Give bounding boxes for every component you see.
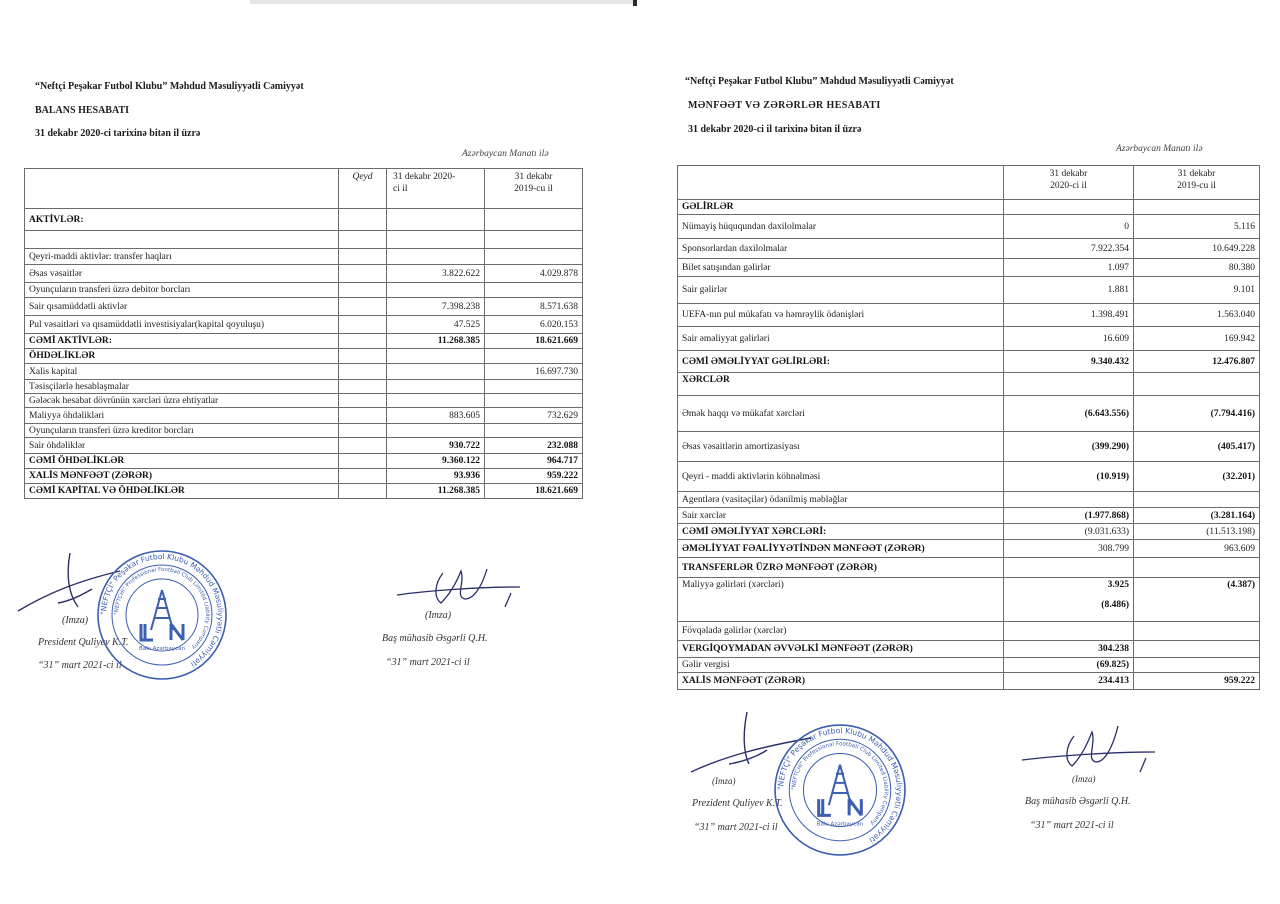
value-2020 [1004, 622, 1134, 641]
value-2020: 234.413 [1004, 673, 1134, 690]
header-2019-line1: 31 dekabr [514, 172, 553, 182]
table-row [25, 265, 583, 283]
table-row [25, 454, 583, 469]
oil-derrick-icon [141, 590, 183, 640]
table-row [25, 316, 583, 334]
value-2019: 5.116 [1134, 215, 1260, 239]
value-2020 [1004, 492, 1134, 508]
value-2019 [485, 231, 583, 249]
row-label: Fövqəladə gəlirlər (xərclər) [678, 622, 1004, 641]
value-2020: (10.919) [1004, 462, 1134, 492]
table-row [25, 364, 583, 380]
value-2020: 11.268.385 [387, 334, 485, 349]
value-2019: 12.476.807 [1134, 351, 1260, 373]
accountant-signature [1020, 722, 1160, 778]
value-2019: (405.417) [1134, 432, 1260, 462]
header-2020-line1: 31 dekabr 2020- [393, 172, 456, 182]
president-date: “31” mart 2021-ci il [38, 660, 122, 671]
row-label: XALİS MƏNFƏƏT (ZƏRƏR) [678, 673, 1004, 690]
balance-table [24, 168, 583, 499]
row-label: CƏMİ ÖHDƏLİKLƏR [25, 454, 339, 469]
statement-period: 31 dekabr 2020-ci il tarixinə bitən il üzrə [688, 124, 862, 135]
value-2020: 3.822.622 [387, 265, 485, 283]
income-table [677, 165, 1260, 690]
row-label: Təsisçilərlə hesablaşmalar [25, 380, 339, 394]
table-row [25, 249, 583, 265]
value-2019 [1134, 641, 1260, 658]
header-2020 [1004, 166, 1134, 200]
oil-derrick-icon [819, 765, 862, 816]
row-label: Maliyyə öhdəlikləri [25, 408, 339, 424]
header-2019 [485, 169, 583, 209]
value-2019: 963.609 [1134, 540, 1260, 558]
header-2020-line2: 2020-ci il [1050, 181, 1087, 191]
value-2020: (1.977.868) [1004, 508, 1134, 524]
value-2020 [387, 231, 485, 249]
row-label: Nümayiş hüququndan daxilolmalar [678, 215, 1004, 239]
header-note: Qeyd [339, 169, 387, 209]
value-2019: 6.020.153 [485, 316, 583, 334]
table-row [678, 641, 1260, 658]
value-2019: 959.222 [1134, 673, 1260, 690]
value-2019 [1134, 492, 1260, 508]
value-2019 [485, 283, 583, 298]
table-row [678, 508, 1260, 524]
table-row [25, 394, 583, 408]
value-2019 [1134, 558, 1260, 578]
accountant-imza-label: (Imza) [1072, 774, 1096, 784]
value-2020: 7.398.238 [387, 298, 485, 316]
value-2020 [387, 394, 485, 408]
value-2019: 232.088 [485, 438, 583, 454]
header-2019-line2: 2019-cu il [1177, 181, 1216, 191]
value-2019 [1134, 622, 1260, 641]
company-name: “Neftçi Peşəkar Futbol Klubu” Məhdud Məsuliyyətli Cəmiyyət [685, 76, 954, 87]
value-2019: 18.621.669 [485, 334, 583, 349]
table-row [678, 492, 1260, 508]
value-2019: (3.281.164) [1134, 508, 1260, 524]
table-row [25, 469, 583, 484]
header-2019-line2: 2019-cu il [514, 184, 553, 194]
value-2019: 10.649.228 [1134, 239, 1260, 259]
value-2019: 18.621.669 [485, 484, 583, 499]
value-2020: 11.268.385 [387, 484, 485, 499]
value-2019: 9.101 [1134, 277, 1260, 304]
value-2020 [1004, 578, 1134, 622]
value-2020: 304.238 [1004, 641, 1134, 658]
stamp-inner-ring [803, 753, 876, 826]
value-2019 [485, 209, 583, 231]
table-row [678, 540, 1260, 558]
table-row [678, 200, 1260, 215]
value-2019 [1134, 200, 1260, 215]
value-2020: 7.922.354 [1004, 239, 1134, 259]
row-label: Oyunçuların transferi üzrə kreditor borcları [25, 424, 339, 438]
value-2020: 930.722 [387, 438, 485, 454]
value-2020: 9.360.122 [387, 454, 485, 469]
stamp-inner-text: "NEFTCHI" Professional Football Club Limited Liability Company [791, 741, 889, 826]
value-2020: 9.340.432 [1004, 351, 1134, 373]
row-label: Sair öhdəliklər [25, 438, 339, 454]
row-label: Sair qısamüddətli aktivlər [25, 298, 339, 316]
row-label: XALİS MƏNFƏƏT (ZƏRƏR) [25, 469, 339, 484]
row-label: Gələcək hesabat dövrünün xərcləri üzrə ehtiyatlar [25, 394, 339, 408]
row-label: GƏLİRLƏR [678, 200, 1004, 215]
value-2019: 4.029.878 [485, 265, 583, 283]
table-row [25, 349, 583, 364]
company-stamp [772, 722, 908, 858]
value-2020 [1004, 373, 1134, 396]
table-row [678, 558, 1260, 578]
value-2019 [485, 394, 583, 408]
header-2020-line2: ci il [393, 184, 408, 194]
value-2019: 16.697.730 [485, 364, 583, 380]
stamp-inner-text: "NEFTCHI" Professional Football Club Limited Liability Company [113, 566, 211, 651]
row-label: TRANSFERLƏR ÜZRƏ MƏNFƏƏT (ZƏRƏR) [678, 558, 1004, 578]
value-2020 [387, 283, 485, 298]
row-label: UEFA-nın pul mükafatı və həmrəylik ödənişləri [678, 304, 1004, 327]
value-2019 [485, 424, 583, 438]
currency-note: Azərbaycan Manatı ilə [462, 149, 549, 159]
table-row [25, 334, 583, 349]
value-2020: (6.643.556) [1004, 396, 1134, 432]
table-row [678, 658, 1260, 673]
table-row [25, 209, 583, 231]
header-2019-line1: 31 dekabr [1177, 169, 1216, 179]
table-row [678, 524, 1260, 540]
row-label: XƏRCLƏR [678, 373, 1004, 396]
accountant-imza-label: (Imza) [425, 610, 452, 621]
value-2020: 0 [1004, 215, 1134, 239]
president-imza-label: (Imza) [712, 776, 736, 786]
table-row [25, 283, 583, 298]
value-2020 [387, 380, 485, 394]
accountant-signature [395, 563, 525, 613]
table-row [678, 327, 1260, 351]
value-2020: 1.881 [1004, 277, 1134, 304]
value-2020: 93.936 [387, 469, 485, 484]
row-label: CƏMİ AKTİVLƏR: [25, 334, 339, 349]
value-2019: 732.629 [485, 408, 583, 424]
value-2020: 883.605 [387, 408, 485, 424]
row-label [25, 231, 339, 249]
row-label: Qeyri - maddi aktivlərin köhnəlməsi [678, 462, 1004, 492]
table-row [678, 622, 1260, 641]
value-2020 [387, 424, 485, 438]
value-2019: (11.513.198) [1134, 524, 1260, 540]
stamp-city-text: Bakı Azərbaycan [816, 821, 864, 828]
table-row [678, 215, 1260, 239]
value-2019 [1134, 658, 1260, 673]
value-2020: 16.609 [1004, 327, 1134, 351]
table-row [678, 304, 1260, 327]
president-imza-label: (Imza) [62, 615, 89, 626]
stamp-inner-ring [126, 579, 198, 651]
income-statement-page [640, 0, 1280, 904]
statement-title: MƏNFƏƏT VƏ ZƏRƏRLƏR HESABATI [688, 100, 881, 111]
row-label: Əmək haqqı və mükafat xərcləri [678, 396, 1004, 432]
row-label: Sponsorlardan daxilolmalar [678, 239, 1004, 259]
statement-period: 31 dekabr 2020-ci tarixinə bitən il üzrə [35, 128, 201, 139]
header-2019 [1134, 166, 1260, 200]
accountant-name: Baş mühasib Əsgərli Q.H. [382, 633, 488, 644]
value-2020 [387, 209, 485, 231]
table-row [678, 239, 1260, 259]
table-row [678, 259, 1260, 277]
value-2020 [387, 249, 485, 265]
value-2020-line2: (8.486) [1101, 600, 1129, 610]
header-2020-line1: 31 dekabr [1049, 169, 1088, 179]
value-2020: 308.799 [1004, 540, 1134, 558]
accountant-date: “31” mart 2021-ci il [1030, 820, 1114, 831]
table-row [678, 432, 1260, 462]
table-row [25, 380, 583, 394]
table-row [678, 578, 1260, 622]
table-header-row [25, 169, 583, 209]
president-name: Prezident Quliyev K.T. [692, 798, 783, 809]
row-label: Əsas vəsaitlərin amortizasiyası [678, 432, 1004, 462]
stamp-outer-text: "NEFTÇİ" Peşəkar Futbol Klubu Məhdud Məsuliyyətli Cəmiyyəti [98, 551, 226, 670]
table-row [25, 408, 583, 424]
value-2019: 169.942 [1134, 327, 1260, 351]
value-2020: (69.825) [1004, 658, 1134, 673]
value-2019: 1.563.040 [1134, 304, 1260, 327]
value-2019: (7.794.416) [1134, 396, 1260, 432]
value-2020-line1: 3.925 [1107, 580, 1129, 590]
table-row [25, 438, 583, 454]
value-2019: (32.201) [1134, 462, 1260, 492]
header-2020 [387, 169, 485, 209]
row-label: Sair gəlirlər [678, 277, 1004, 304]
row-label: Pul vəsaitləri və qısamüddətli investisiyalar(kapital qoyuluşu) [25, 316, 339, 334]
table-row [678, 277, 1260, 304]
row-label: AKTİVLƏR: [25, 209, 339, 231]
value-2020: (9.031.633) [1004, 524, 1134, 540]
row-label: CƏMİ ƏMƏLİYYAT GƏLİRLƏRİ: [678, 351, 1004, 373]
value-2020: (399.290) [1004, 432, 1134, 462]
company-stamp [95, 548, 229, 682]
value-2019: 964.717 [485, 454, 583, 469]
row-label: Sair xərclər [678, 508, 1004, 524]
value-2019: 8.571.638 [485, 298, 583, 316]
accountant-date: “31” mart 2021-ci il [386, 657, 470, 668]
president-name: President Quliyev K.T. [38, 637, 129, 648]
value-2020 [1004, 200, 1134, 215]
row-label: CƏMİ KAPİTAL VƏ ÖHDƏLİKLƏR [25, 484, 339, 499]
row-label: ÖHDƏLİKLƏR [25, 349, 339, 364]
table-row [678, 462, 1260, 492]
header-label-cell [678, 166, 1004, 200]
value-2020 [387, 349, 485, 364]
president-date: “31” mart 2021-ci il [694, 822, 778, 833]
value-2020: 47.525 [387, 316, 485, 334]
row-label: CƏMİ ƏMƏLİYYAT XƏRCLƏRİ: [678, 524, 1004, 540]
row-label: Sair əməliyyat gəlirləri [678, 327, 1004, 351]
value-2019: (4.387) [1134, 578, 1260, 622]
row-label: Əsas vəsaitlər [25, 265, 339, 283]
row-label: Xalis kapital [25, 364, 339, 380]
table-row [678, 351, 1260, 373]
row-label: Qeyri-maddi aktivlər: transfer haqları [25, 249, 339, 265]
value-2019 [485, 249, 583, 265]
row-label: Gəlir vergisi [678, 658, 1004, 673]
row-label: Bilet satışından gəlirlər [678, 259, 1004, 277]
table-row [678, 673, 1260, 690]
table-row [25, 231, 583, 249]
value-2020: 1.398.491 [1004, 304, 1134, 327]
table-row [678, 396, 1260, 432]
row-label: VERGİQOYMADAN ƏVVƏLKİ MƏNFƏƏT (ZƏRƏR) [678, 641, 1004, 658]
value-2020 [387, 364, 485, 380]
table-row [25, 484, 583, 499]
row-label: Agentlərə (vasitəçilər) ödənilmiş məbləğlər [678, 492, 1004, 508]
value-2019: 959.222 [485, 469, 583, 484]
row-label: Oyunçuların transferi üzrə debitor borcları [25, 283, 339, 298]
value-2019 [485, 349, 583, 364]
value-2019 [485, 380, 583, 394]
accountant-name: Baş mühasib Əsgərli Q.H. [1025, 796, 1131, 807]
stamp-city-text: Bakı Azərbaycan [139, 646, 185, 652]
statement-title: BALANS HESABATI [35, 105, 130, 116]
table-row [25, 424, 583, 438]
stamp-outer-text: "NEFTÇİ" Peşəkar Futbol Klubu Məhdud Məsuliyyətli Cəmiyyəti [776, 726, 904, 845]
value-2019 [1134, 373, 1260, 396]
table-row [678, 373, 1260, 396]
row-label: ƏMƏLİYYAT FƏALİYYƏTİNDƏN MƏNFƏƏT (ZƏRƏR) [678, 540, 1004, 558]
row-label: Maliyyə gəlirləri (xərcləri) [678, 578, 1004, 622]
company-name: “Neftçi Peşəkar Futbol Klubu” Məhdud Məsuliyyətli Cəmiyyət [35, 81, 304, 92]
table-row [25, 298, 583, 316]
value-2020: 1.097 [1004, 259, 1134, 277]
currency-note: Azərbaycan Manatı ilə [1116, 144, 1203, 154]
table-header-row [678, 166, 1260, 200]
header-label-cell [25, 169, 339, 209]
value-2019: 80.380 [1134, 259, 1260, 277]
value-2020 [1004, 558, 1134, 578]
